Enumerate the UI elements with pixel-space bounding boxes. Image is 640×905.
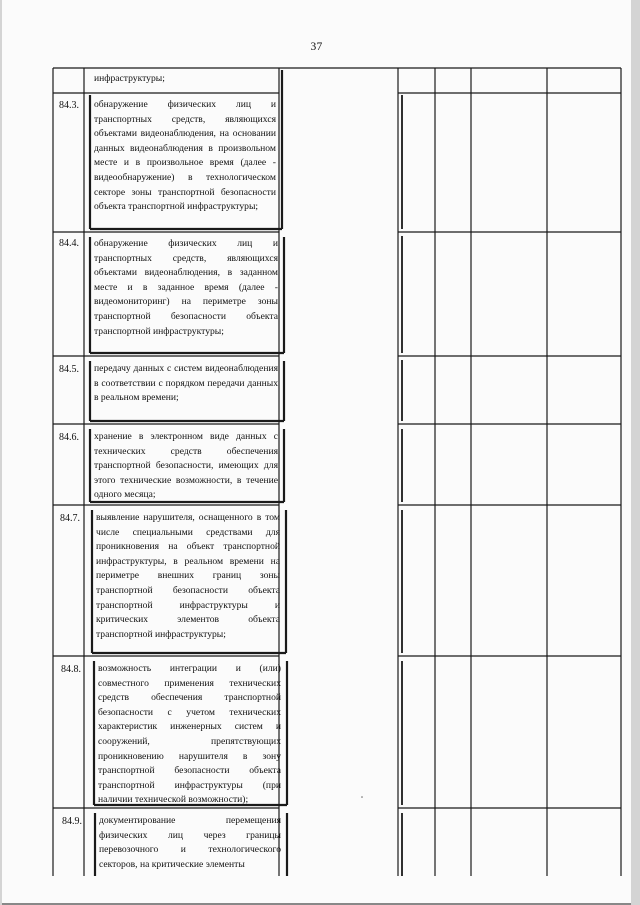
table-row-description: обнаружение физических лиц и транспортных средств, являющихся объектами видеонаблюдения, в заданном месте и в заданное время (далее - видеомониторинг) на периметре зоны транспортной безопасности объекта транспортной инфраструктуры; bbox=[94, 238, 278, 337]
document-page bbox=[2, 0, 631, 905]
table-row-description: инфраструктуры; bbox=[94, 73, 165, 84]
table-row-description: выявление нарушителя, оснащенного в том числе специальными средствами для проникновения на объект транспортной инфраструктуры, в реальном времени на периметре внешних границ зоны транспортной безопасности объекта транспортной инфраструктуры и критических элементов объекта транспортной инфраструктуры; bbox=[96, 512, 280, 640]
table-row-description: обнаружение физических лиц и транспортных средств, являющихся объектами видеонаблюдения, на основании данных видеонаблюдения в произвольном месте и в произвольное время (далее - видеообнаружение) в технологическом секторе зоны транспортной безопасности объекта транспортной инфраструктуры; bbox=[94, 99, 276, 213]
table-row-number: 84.7. bbox=[60, 513, 80, 524]
table-row-number: 84.9. bbox=[62, 816, 82, 827]
table-row-number: 84.3. bbox=[59, 100, 79, 111]
table-row-number: 84.6. bbox=[59, 432, 79, 443]
table-row-description: передачу данных с систем видеонаблюдения в соответствии с порядком передачи данных в реальном времени; bbox=[94, 363, 278, 404]
page-number: 37 bbox=[310, 41, 323, 53]
table-row-number: 84.5. bbox=[59, 364, 79, 375]
table-row-number: 84.4. bbox=[59, 238, 79, 249]
table-row-description: возможность интеграции и (или) совместного применения технических средств обеспечения транспортной безопасности с учетом технических характеристик инженерных систем и сооружений, препятствующих проникновению нарушителя в зону транспортной безопасности объекта транспортной инфраструктуры (при наличии технической возможности); bbox=[98, 663, 281, 806]
table-row-number: 84.8. bbox=[61, 664, 81, 675]
table-row-description: документирование перемещения физических лиц через границы перевозочного и технологического секторов, на критические элементы bbox=[99, 815, 281, 870]
table-row-description: хранение в электронном виде данных с технических средств обеспечения транспортной безопасности, имеющих для этого технические возможности, в течение одного месяца; bbox=[94, 431, 278, 501]
